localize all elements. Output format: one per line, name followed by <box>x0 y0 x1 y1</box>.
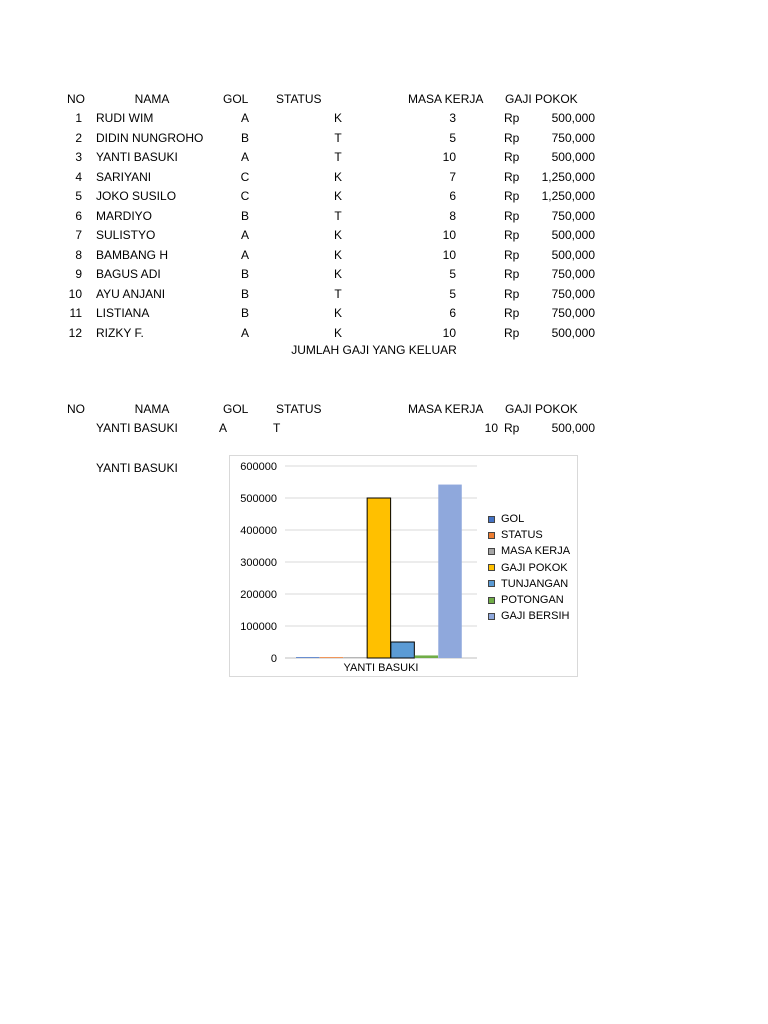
cell-nama: BAMBANG H <box>96 247 169 262</box>
cell-status: K <box>333 228 342 242</box>
cell-status: K <box>333 169 342 184</box>
header-nama: NAMA <box>134 92 170 106</box>
chart-legend <box>488 511 570 624</box>
lookup-status: T <box>273 421 281 435</box>
legend-label: TUNJANGAN <box>501 577 569 590</box>
cell-gol: C <box>240 169 250 184</box>
cell-gol: B <box>240 267 249 281</box>
y-tick-label: 600000 <box>240 461 277 473</box>
salary-chart[interactable] <box>229 455 578 677</box>
cell-no: 12 <box>68 325 82 340</box>
legend-swatch <box>488 532 495 539</box>
cell-no: 8 <box>75 247 82 262</box>
cell-gol: A <box>240 150 249 164</box>
cell-status: K <box>333 189 342 203</box>
legend-label: MASA KERJA <box>501 545 571 558</box>
cell-nama: RIZKY F. <box>96 325 144 340</box>
cell-nama: AYU ANJANI <box>96 286 166 301</box>
cell-masa-kerja: 5 <box>449 130 456 145</box>
y-tick-label: 500000 <box>240 493 277 505</box>
legend-swatch <box>488 613 495 620</box>
cell-nama: SARIYANI <box>96 169 152 184</box>
cell-status: T <box>334 286 342 301</box>
bar-tunjangan[interactable] <box>391 642 414 658</box>
cell-no: 7 <box>75 228 82 242</box>
lookup-header-nama: NAMA <box>134 402 170 416</box>
legend-label: GOL <box>501 513 525 526</box>
cell-gol: A <box>240 325 249 340</box>
legend-item <box>488 576 570 592</box>
cell-no: 9 <box>75 267 82 281</box>
header-no: NO <box>67 92 85 106</box>
bar-masa-kerja[interactable] <box>343 657 366 658</box>
cell-rp: Rp <box>504 208 520 223</box>
cell-nama: LISTIANA <box>96 306 150 320</box>
cell-rp: Rp <box>504 228 520 242</box>
y-tick-label: 300000 <box>240 557 277 569</box>
bar-gaji-pokok[interactable] <box>367 498 390 658</box>
legend-swatch <box>488 597 495 604</box>
cell-gaji-pokok: 750,000 <box>551 306 595 320</box>
cell-status: T <box>334 150 342 164</box>
cell-nama: DIDIN NUNGROHO <box>96 130 204 145</box>
cell-rp: Rp <box>504 111 520 125</box>
cell-gol: A <box>240 228 249 242</box>
cell-masa-kerja: 3 <box>449 111 456 125</box>
header-status: STATUS <box>276 92 322 106</box>
cell-rp: Rp <box>504 325 520 340</box>
cell-status: K <box>333 306 342 320</box>
cell-gaji-pokok: 750,000 <box>551 130 595 145</box>
cell-gaji-pokok: 500,000 <box>551 325 595 340</box>
cell-masa-kerja: 10 <box>442 325 456 340</box>
cell-masa-kerja: 6 <box>449 306 456 320</box>
chart-row-label: YANTI BASUKI <box>96 461 178 475</box>
legend-item <box>488 511 570 527</box>
cell-nama: MARDIYO <box>96 208 153 223</box>
legend-item <box>488 560 570 576</box>
legend-swatch <box>488 516 495 523</box>
cell-rp: Rp <box>504 169 520 184</box>
cell-gol: A <box>240 111 249 125</box>
cell-rp: Rp <box>504 189 520 203</box>
cell-gaji-pokok: 1,250,000 <box>541 189 595 203</box>
lookup-header-no: NO <box>67 402 85 416</box>
cell-rp: Rp <box>504 150 520 164</box>
cell-gol: B <box>240 130 249 145</box>
cell-no: 6 <box>75 208 82 223</box>
cell-rp: Rp <box>504 247 520 262</box>
legend-label: POTONGAN <box>501 594 564 607</box>
cell-rp: Rp <box>504 306 520 320</box>
legend-item <box>488 608 570 624</box>
cell-masa-kerja: 10 <box>442 228 456 242</box>
cell-status: K <box>333 247 342 262</box>
cell-gol: A <box>240 247 249 262</box>
cell-nama: RUDI WIM <box>96 111 154 125</box>
cell-rp: Rp <box>504 286 520 301</box>
cell-status: K <box>333 267 342 281</box>
cell-nama: JOKO SUSILO <box>96 189 177 203</box>
cell-gaji-pokok: 500,000 <box>551 150 595 164</box>
cell-no: 4 <box>75 169 82 184</box>
cell-masa-kerja: 8 <box>449 208 456 223</box>
legend-label: GAJI BERSIH <box>501 610 570 623</box>
lookup-header-gaji-pokok: GAJI POKOK <box>505 402 578 416</box>
lookup-header-masa-kerja: MASA KERJA <box>408 402 484 416</box>
y-tick-label: 100000 <box>240 621 277 633</box>
cell-gaji-pokok: 750,000 <box>551 267 595 281</box>
total-label: JUMLAH GAJI YANG KELUAR <box>291 343 457 357</box>
cell-no: 3 <box>75 150 82 164</box>
cell-gol: B <box>240 286 249 301</box>
cell-masa-kerja: 6 <box>449 189 456 203</box>
bar-potongan[interactable] <box>415 655 438 658</box>
y-tick-label: 0 <box>270 653 277 665</box>
cell-status: K <box>333 111 342 125</box>
cell-gaji-pokok: 750,000 <box>551 286 595 301</box>
cell-gaji-pokok: 750,000 <box>551 208 595 223</box>
cell-rp: Rp <box>504 130 520 145</box>
cell-gol: B <box>240 208 249 223</box>
cell-no: 10 <box>68 286 82 301</box>
lookup-nama: YANTI BASUKI <box>96 421 178 435</box>
lookup-rp: Rp <box>504 421 520 435</box>
cell-status: T <box>334 130 342 145</box>
legend-item <box>488 543 570 559</box>
legend-label: GAJI POKOK <box>501 561 568 574</box>
cell-no: 1 <box>75 111 82 125</box>
cell-nama: BAGUS ADI <box>96 267 161 281</box>
cell-masa-kerja: 7 <box>449 169 456 184</box>
header-masa-kerja: MASA KERJA <box>408 92 484 106</box>
bar-gaji-bersih[interactable] <box>438 485 461 658</box>
cell-nama: YANTI BASUKI <box>96 150 178 164</box>
cell-status: T <box>334 208 342 223</box>
cell-masa-kerja: 5 <box>449 286 456 301</box>
cell-gaji-pokok: 500,000 <box>551 111 595 125</box>
cell-gol: C <box>240 189 250 203</box>
x-axis-label: YANTI BASUKI <box>343 662 419 674</box>
bar-status[interactable] <box>320 657 343 658</box>
header-gol: GOL <box>223 92 249 106</box>
lookup-gaji-pokok: 500,000 <box>551 421 595 435</box>
lookup-header-gol: GOL <box>223 402 249 416</box>
cell-no: 2 <box>75 130 82 145</box>
cell-masa-kerja: 10 <box>442 247 456 262</box>
lookup-masa-kerja: 10 <box>484 421 498 435</box>
cell-gaji-pokok: 1,250,000 <box>541 169 595 184</box>
y-tick-label: 200000 <box>240 589 277 601</box>
cell-status: K <box>333 325 342 340</box>
cell-gol: B <box>240 306 249 320</box>
cell-no: 11 <box>69 306 82 320</box>
cell-masa-kerja: 10 <box>442 150 456 164</box>
legend-swatch <box>488 580 495 587</box>
y-tick-label: 400000 <box>240 525 277 537</box>
cell-nama: SULISTYO <box>96 228 156 242</box>
legend-item <box>488 527 570 543</box>
legend-item <box>488 592 570 608</box>
lookup-header-status: STATUS <box>276 402 322 416</box>
cell-rp: Rp <box>504 267 520 281</box>
header-gaji-pokok: GAJI POKOK <box>505 92 578 106</box>
cell-masa-kerja: 5 <box>449 267 456 281</box>
cell-gaji-pokok: 500,000 <box>551 228 595 242</box>
cell-no: 5 <box>75 189 82 203</box>
bar-gol[interactable] <box>296 657 319 658</box>
cell-gaji-pokok: 500,000 <box>551 247 595 262</box>
legend-swatch <box>488 548 495 555</box>
legend-label: STATUS <box>501 529 543 542</box>
lookup-gol: A <box>219 421 228 435</box>
legend-swatch <box>488 564 495 571</box>
